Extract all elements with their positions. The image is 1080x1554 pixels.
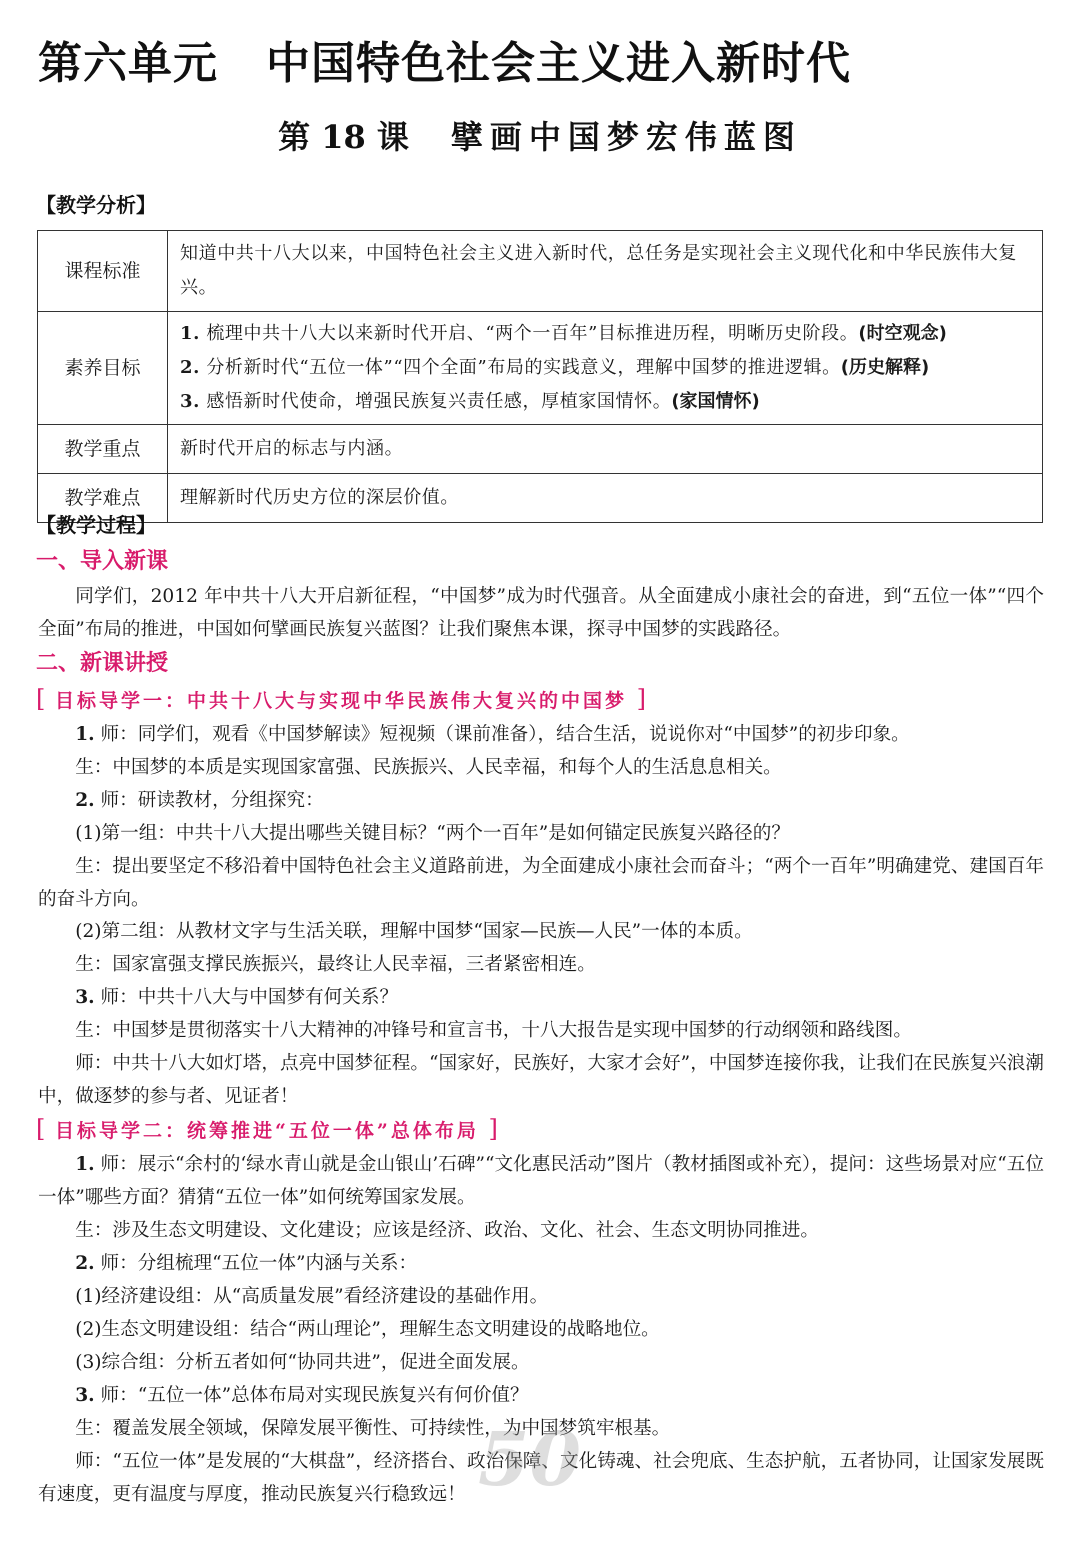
- paragraph: (3)综合组：分析五者如何“协同共进”，促进全面发展。: [75, 1352, 530, 1373]
- table-row: [38, 312, 1043, 425]
- para-text: 师：分组梳理“五位一体”内涵与关系：: [100, 1253, 418, 1274]
- objective-number: 2.: [180, 357, 200, 378]
- objective-number: 3.: [180, 391, 200, 412]
- analysis-heading: 【教学分析】: [36, 193, 156, 217]
- paragraph: (2)生态文明建设组：结合“两山理论”，理解生态文明建设的战略地位。: [75, 1319, 660, 1340]
- para-text: 师：“五位一体”总体布局对实现民族复兴有何价值？: [100, 1385, 529, 1406]
- paragraph: 师：中共十八大如灯塔，点亮中国梦征程。“国家好，民族好，大家才会好”，中国梦连接你我，让我们在民族复兴浪潮中，做逐梦的参与者、见证者！: [38, 1053, 1044, 1107]
- paragraph: 师：“五位一体”是发展的“大棋盘”，经济搭台、政治保障、文化铸魂、社会兜底、生态护航，五者协同，让国家发展既有速度，更有温度与厚度，推动民族复兴行稳致远！: [38, 1451, 1044, 1505]
- row-content: [168, 312, 1043, 425]
- objective-tag: (家国情怀): [671, 391, 760, 412]
- paragraph: [38, 1148, 1044, 1214]
- unit-name: 中国特色社会主义进入新时代: [266, 38, 851, 89]
- row-label: 教学重点: [38, 425, 168, 474]
- para-text: 师：展示“余村的‘绿水青山就是金山银山’石碑”“文化惠民活动”图片（教材插图或补充），提问：这些场景对应“五位一体”哪些方面？猜猜“五位一体”如何统筹国家发展。: [38, 1154, 1044, 1208]
- page-number-watermark: 50: [478, 1417, 581, 1503]
- row-label: 素养目标: [38, 312, 168, 425]
- paragraph: (2)第二组：从教材文字与生活关联，理解中国梦“国家—民族—人民”一体的本质。: [75, 921, 753, 942]
- objective-text: 感悟新时代使命，增强民族复兴责任感，厚植家国情怀。: [206, 391, 672, 412]
- row-text: 理解新时代历史方位的深层价值。: [180, 487, 459, 508]
- table-row: [38, 425, 1043, 474]
- objective-line: [180, 317, 1032, 351]
- para-number: 3.: [75, 1385, 95, 1406]
- paragraph: 生：中国梦是贯彻落实十八大精神的冲锋号和宣言书，十八大报告是实现中国梦的行动纲领和路线图。: [75, 1020, 912, 1041]
- row-label: 教学难点: [38, 474, 168, 523]
- para-number: 1.: [75, 724, 95, 745]
- unit-label: 第六单元: [38, 38, 218, 89]
- row-content: [168, 474, 1043, 523]
- lesson-label: 第 18 课: [278, 118, 409, 156]
- table-row: [38, 231, 1043, 312]
- analysis-table: [37, 230, 1043, 523]
- para-text: 师：研读教材，分组探究：: [100, 790, 324, 811]
- paragraph: (1)第一组：中共十八大提出哪些关键目标？“两个一百年”是如何锚定民族复兴路径的？: [75, 823, 790, 844]
- para-text: 师：中共十八大与中国梦有何关系？: [100, 987, 399, 1008]
- table-row: [38, 474, 1043, 523]
- paragraph: 生：中国梦的本质是实现国家富强、民族振兴、人民幸福，和每个人的生活息息相关。: [75, 757, 782, 778]
- para-number: 2.: [75, 790, 95, 811]
- para-text: 师：同学们，观看《中国梦解读》短视频（课前准备），结合生活，说说你对“中国梦”的初步印象。: [100, 724, 910, 745]
- paragraph: 生：覆盖发展全领域，保障发展平衡性、可持续性，为中国梦筑牢根基。: [75, 1418, 671, 1439]
- paragraph: 生：提出要坚定不移沿着中国特色社会主义道路前进，为全面建成小康社会而奋斗；“两个一百年”明确建党、建国百年的奋斗方向。: [38, 856, 1044, 910]
- objective-tag: (时空观念): [858, 323, 947, 344]
- objective-text: 分析新时代“五位一体”“四个全面”布局的实践意义，理解中国梦的推进逻辑。: [206, 357, 841, 378]
- objective-tag: (历史解释): [840, 357, 930, 378]
- paragraph: 生：国家富强支撑民族振兴，最终让人民幸福，三者紧密相连。: [75, 954, 596, 975]
- lesson-title: [0, 112, 1080, 162]
- bracket-close: ]: [488, 1115, 498, 1143]
- objective-line: [180, 351, 1032, 385]
- unit-title: [38, 34, 1048, 94]
- intro-paragraph: 同学们，2012 年中共十八大开启新征程，“中国梦”成为时代强音。从全面建成小康社会的奋进，到“五位一体”“四个全面”布局的推进，中国如何擘画民族复兴蓝图？让我们聚焦本课，探寻中国梦的实践路径。: [38, 586, 1044, 640]
- objective-number: 1.: [180, 323, 200, 344]
- para-number: 1.: [75, 1154, 95, 1175]
- row-content: [168, 425, 1043, 474]
- paragraph: [38, 718, 1044, 751]
- row-text: 知道中共十八大以来，中国特色社会主义进入新时代，总任务是实现社会主义现代化和中华民族伟大复兴。: [180, 243, 1017, 298]
- paragraph: [38, 1247, 1044, 1280]
- bracket-open: [: [36, 1115, 46, 1143]
- row-content: [168, 231, 1043, 312]
- lesson-name: 擘画中国梦宏伟蓝图: [450, 118, 802, 156]
- section-intro-heading: 一、导入新课: [36, 549, 169, 574]
- objective-line: [180, 385, 1032, 419]
- bracket-open: [: [36, 685, 46, 713]
- paragraph: 生：涉及生态文明建设、文化建设；应该是经济、政治、文化、社会、生态文明协同推进。: [75, 1220, 819, 1241]
- goal-banner-2: [36, 1114, 498, 1146]
- paragraph: [38, 1379, 1044, 1412]
- paragraph: [38, 784, 1044, 817]
- paragraph: (1)经济建设组：从“高质量发展”看经济建设的基础作用。: [75, 1286, 549, 1307]
- goal-banner-1: [36, 684, 646, 716]
- section-new-lesson-heading: 二、新课讲授: [36, 651, 169, 676]
- paragraph: [38, 981, 1044, 1014]
- para-number: 3.: [75, 987, 95, 1008]
- row-label: 课程标准: [38, 231, 168, 312]
- bracket-close: ]: [636, 685, 647, 713]
- process-heading: 【教学过程】: [36, 513, 156, 537]
- objective-text: 梳理中共十八大以来新时代开启、“两个一百年”目标推进历程，明晰历史阶段。: [206, 323, 859, 344]
- row-text: 新时代开启的标志与内涵。: [180, 438, 404, 459]
- para-number: 2.: [75, 1253, 95, 1274]
- goal-title: 目标导学一：中共十八大与实现中华民族伟大复兴的中国梦: [55, 690, 628, 712]
- goal-title: 目标导学二：统筹推进“五位一体”总体布局: [55, 1120, 479, 1142]
